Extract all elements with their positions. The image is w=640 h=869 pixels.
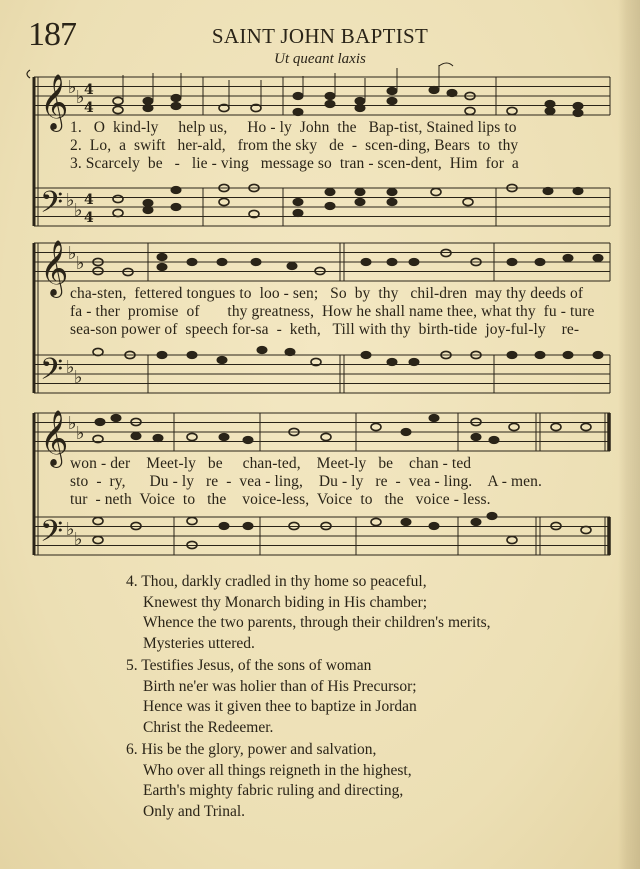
svg-text:4: 4 [84, 192, 94, 208]
hymn-title: SAINT JOHN BAPTIST [211, 24, 429, 48]
svg-text:♭: ♭ [74, 200, 83, 221]
stanza-line: Thou, darkly cradled in thy home so peaceful, [141, 573, 427, 590]
bass-clef-icon: 𝄢 [40, 186, 64, 227]
svg-text:4: 4 [84, 100, 94, 116]
svg-text:♭: ♭ [76, 423, 85, 444]
stanza-line: Hence was it given thee to baptize in Jordan [143, 698, 417, 715]
stanza-line: Only and Trinal. [143, 802, 246, 820]
svg-text:♭: ♭ [66, 519, 75, 540]
svg-text:♭: ♭ [68, 413, 77, 434]
treble-clef-icon: 𝄞 [40, 74, 69, 130]
lyric-line: cha-sten, fettered tongues to loo - sen; So by thy chil-dren may thy deeds of [70, 285, 584, 302]
stanza-line: Whence the two parents, through their children's merits, [143, 614, 491, 631]
lyric-line: won - der Meet-ly be chan-ted, Meet-ly be chan - ted [70, 455, 472, 472]
stanza-number: 4. [126, 573, 138, 590]
stanza-line: Birth ne'er was holier than of His Precursor; [143, 677, 417, 695]
hymn-number: 187 [28, 16, 76, 53]
stanza-number: 5. [126, 657, 138, 674]
svg-text:♭: ♭ [76, 87, 85, 108]
stanza-number: 6. [126, 741, 138, 758]
lyric-line: 2. Lo, a swift her-ald, from the sky de - scen-ding, Bears to thy [70, 137, 519, 154]
bass-staff-1 [34, 188, 610, 226]
lyric-line: fa - ther promise of thy greatness, How he shall name thee, what thy fu - ture [70, 303, 595, 320]
svg-text:♭: ♭ [66, 190, 75, 211]
stanza-line: His be the glory, power and salvation, [141, 741, 377, 758]
tune-name: Ut queant laxis [274, 51, 366, 67]
stanza-line: Testifies Jesus, of the sons of woman [141, 657, 372, 674]
svg-text:♭: ♭ [74, 367, 83, 388]
stanza-6 [126, 740, 412, 822]
svg-text:♭: ♭ [68, 243, 77, 264]
svg-text:𝄢: 𝄢 [40, 353, 64, 394]
svg-text:𝄞: 𝄞 [40, 240, 69, 296]
svg-text:♭: ♭ [74, 529, 83, 550]
lyric-line: tur - neth Voice to the voice-less, Voice to the voice - less. [70, 491, 491, 508]
treble-staff-1 [34, 77, 610, 115]
stanza-4 [126, 572, 491, 654]
svg-text:𝄞: 𝄞 [40, 410, 69, 466]
lyric-line: 1. O kind-ly help us, Ho - ly John the Bap-tist, Stained lips to [70, 119, 517, 136]
stanza-line: Who over all things reigneth in the highest, [143, 761, 412, 779]
svg-text:4: 4 [84, 82, 94, 98]
stanza-line: Earth's mighty fabric ruling and directing, [143, 782, 404, 799]
svg-text:♭: ♭ [68, 77, 77, 98]
stanza-5 [126, 656, 417, 738]
lyric-line: sea-son power of speech for-sa - keth, Till with thy birth-tide joy-ful-ly re- [70, 321, 580, 338]
svg-text:4: 4 [84, 210, 94, 226]
stanza-line: Mysteries uttered. [143, 634, 255, 652]
svg-text:♭: ♭ [76, 253, 85, 274]
stanza-line: Christ the Redeemer. [143, 718, 274, 736]
lyric-line: sto - ry, Du - ly re - vea - ling, Du - ly re - vea - ling. A - men. [70, 473, 542, 490]
svg-text:𝄢: 𝄢 [40, 515, 64, 556]
svg-text:♭: ♭ [66, 357, 75, 378]
lyric-line: 3. Scarcely be - lie - ving message so tran - scen-dent, Him for a [70, 155, 519, 172]
stanza-line: Knewest thy Monarch biding in His chamber; [143, 593, 428, 611]
